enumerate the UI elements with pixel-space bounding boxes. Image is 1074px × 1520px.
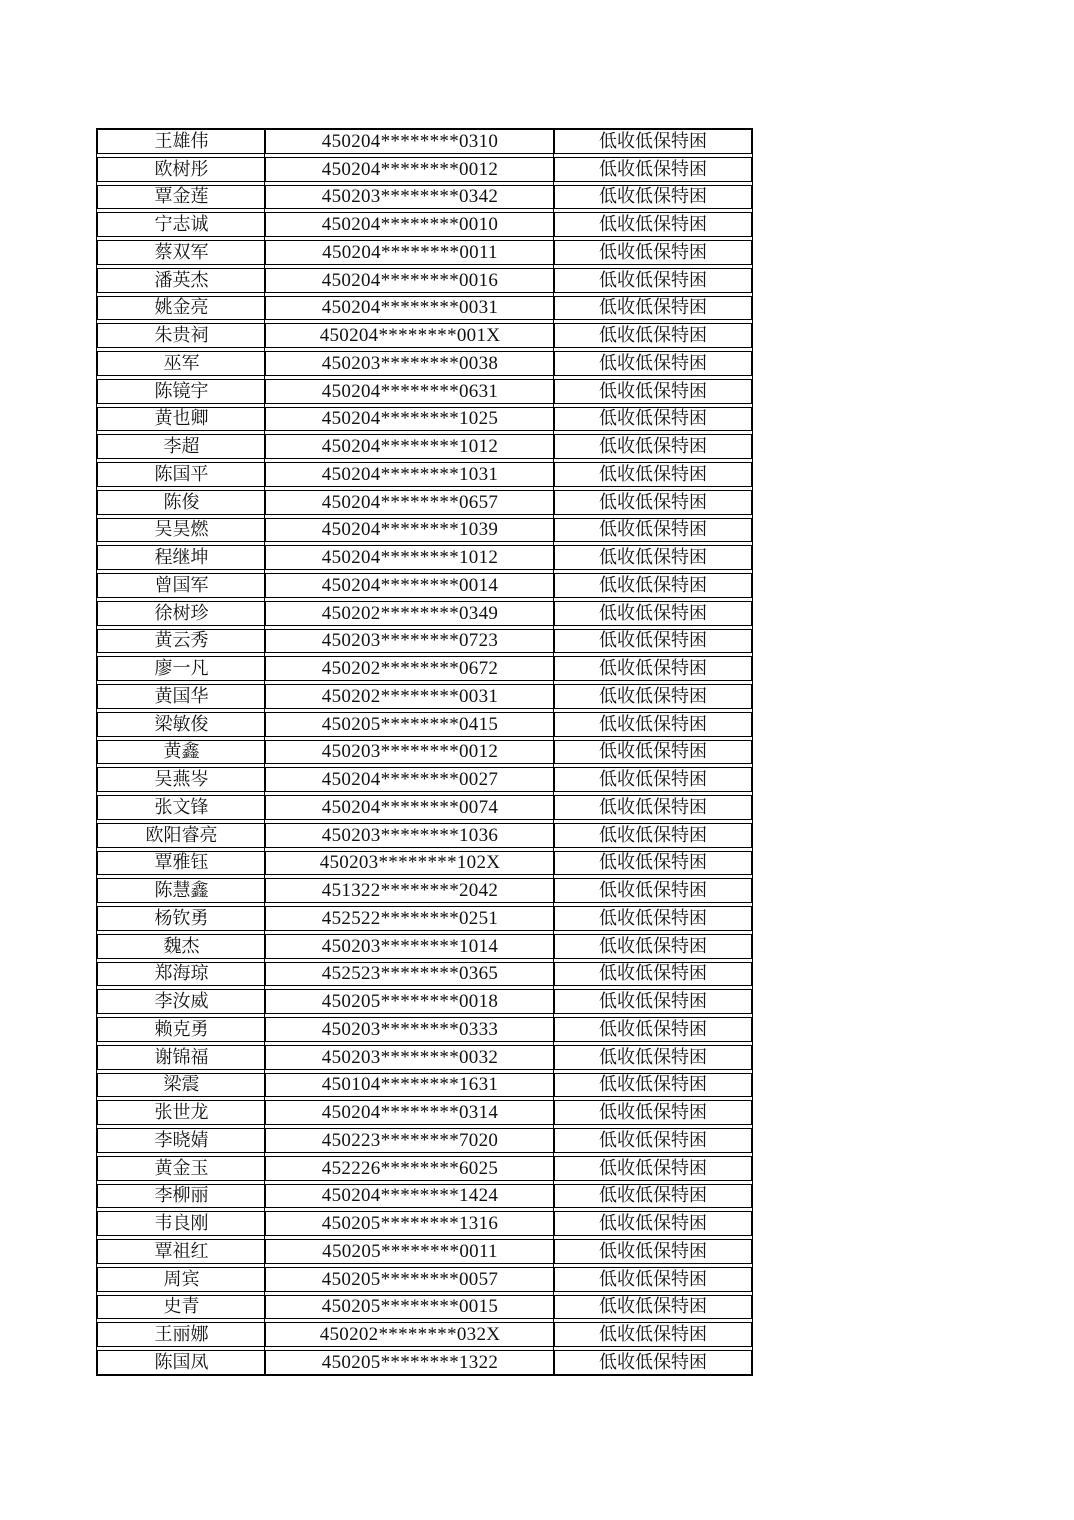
name-cell: 郑海琼: [98, 963, 266, 986]
category-cell: 低收低保特困: [599, 352, 707, 373]
name-cell: 宁志诚: [98, 213, 266, 236]
category-cell: 低收低保特困: [599, 824, 707, 845]
category-cell: 低收低保特困: [599, 1018, 707, 1039]
category-cell: 低收低保特困: [599, 1046, 707, 1067]
name-cell: 徐树珍: [98, 602, 266, 625]
table-row: [97, 462, 752, 487]
category-cell: 低收低保特困: [599, 713, 707, 734]
beneficiary-table: [96, 128, 753, 1376]
table-row: [97, 1045, 752, 1070]
category-cell: 低收低保特困: [599, 269, 707, 290]
table-row: [97, 934, 752, 959]
id-number-cell: 450204********1424: [266, 1185, 555, 1208]
id-number-cell: 450202********0672: [266, 657, 555, 680]
table-row: [97, 878, 752, 903]
name-cell: 陈俊: [98, 491, 266, 514]
name-cell: 陈慧鑫: [98, 879, 266, 902]
category-cell: 低收低保特困: [599, 158, 707, 179]
name-cell: 潘英杰: [98, 269, 266, 292]
category-cell: 低收低保特困: [599, 1102, 707, 1123]
id-number-cell: 450104********1631: [266, 1074, 555, 1097]
table-row: [97, 1100, 752, 1125]
name-cell: 欧阳睿亮: [98, 824, 266, 847]
table-row: [97, 545, 752, 570]
category-cell: 低收低保特困: [599, 769, 707, 790]
id-number-cell: 452226********6025: [266, 1157, 555, 1180]
category-cell: 低收低保特困: [599, 574, 707, 595]
category-cell: 低收低保特困: [599, 519, 707, 540]
name-cell: 黄鑫: [98, 741, 266, 764]
id-number-cell: 452522********0251: [266, 907, 555, 930]
id-number-cell: 450223********7020: [266, 1129, 555, 1152]
category-cell: 低收低保特困: [599, 491, 707, 512]
table-row: [97, 185, 752, 210]
table-row: [97, 518, 752, 543]
table-row: [97, 490, 752, 515]
id-number-cell: 450204********1039: [266, 519, 555, 542]
name-cell: 吴燕岑: [98, 768, 266, 791]
table-row: [97, 240, 752, 265]
table-row: [97, 1322, 752, 1347]
category-cell: 低收低保特困: [599, 297, 707, 318]
category-cell: 低收低保特困: [599, 214, 707, 235]
id-number-cell: 450203********1014: [266, 935, 555, 958]
id-number-cell: 450203********0012: [266, 741, 555, 764]
name-cell: 陈国平: [98, 463, 266, 486]
name-cell: 李超: [98, 435, 266, 458]
id-number-cell: 450203********0333: [266, 1018, 555, 1041]
table-row: [97, 684, 752, 709]
category-cell: 低收低保特困: [599, 547, 707, 568]
name-cell: 梁震: [98, 1074, 266, 1097]
category-cell: 低收低保特困: [599, 602, 707, 623]
table-row: [97, 795, 752, 820]
name-cell: 梁敏俊: [98, 713, 266, 736]
category-cell: 低收低保特困: [599, 408, 707, 429]
table-row: [97, 1017, 752, 1042]
category-cell: 低收低保特困: [599, 1185, 707, 1206]
table-row: [97, 1267, 752, 1292]
name-cell: 黄金玉: [98, 1157, 266, 1180]
name-cell: 黄国华: [98, 685, 266, 708]
table-row: [97, 629, 752, 654]
id-number-cell: 450204********0031: [266, 297, 555, 320]
id-number-cell: 450205********1322: [266, 1351, 555, 1374]
category-cell: 低收低保特困: [599, 380, 707, 401]
name-cell: 覃雅钰: [98, 852, 266, 875]
id-number-cell: 450205********0015: [266, 1296, 555, 1319]
name-cell: 王丽娜: [98, 1323, 266, 1346]
table-row: [97, 1073, 752, 1098]
table-row: [97, 989, 752, 1014]
name-cell: 曾国军: [98, 574, 266, 597]
category-cell: 低收低保特困: [599, 1213, 707, 1234]
category-cell: 低收低保特困: [599, 1296, 707, 1317]
name-cell: 程继坤: [98, 546, 266, 569]
table-row: [97, 351, 752, 376]
id-number-cell: 450202********032X: [266, 1323, 555, 1346]
id-number-cell: 450204********1012: [266, 435, 555, 458]
table-row: [97, 851, 752, 876]
category-cell: 低收低保特困: [599, 1324, 707, 1345]
name-cell: 周宾: [98, 1268, 266, 1291]
id-number-cell: 450203********0032: [266, 1046, 555, 1069]
category-cell: 低收低保特困: [599, 935, 707, 956]
id-number-cell: 450204********1031: [266, 463, 555, 486]
id-number-cell: 450204********0074: [266, 796, 555, 819]
id-number-cell: 450204********0314: [266, 1101, 555, 1124]
category-cell: 低收低保特困: [599, 130, 707, 151]
name-cell: 杨钦勇: [98, 907, 266, 930]
table-row: [97, 740, 752, 765]
id-number-cell: 450204********0631: [266, 380, 555, 403]
name-cell: 陈镜宇: [98, 380, 266, 403]
table-row: [97, 1211, 752, 1236]
name-cell: 覃金莲: [98, 186, 266, 209]
name-cell: 巫军: [98, 352, 266, 375]
id-number-cell: 451322********2042: [266, 879, 555, 902]
id-number-cell: 450204********0012: [266, 158, 555, 181]
category-cell: 低收低保特困: [599, 1074, 707, 1095]
id-number-cell: 452523********0365: [266, 963, 555, 986]
id-number-cell: 450204********0010: [266, 213, 555, 236]
category-cell: 低收低保特困: [599, 1157, 707, 1178]
id-number-cell: 450204********0657: [266, 491, 555, 514]
table-row: [97, 823, 752, 848]
id-number-cell: 450205********1316: [266, 1212, 555, 1235]
table-row: [97, 656, 752, 681]
table-row: [97, 767, 752, 792]
table-row: [97, 962, 752, 987]
id-number-cell: 450203********0723: [266, 630, 555, 653]
name-cell: 谢锦福: [98, 1046, 266, 1069]
id-number-cell: 450204********001X: [266, 324, 555, 347]
name-cell: 赖克勇: [98, 1018, 266, 1041]
id-number-cell: 450204********0014: [266, 574, 555, 597]
name-cell: 魏杰: [98, 935, 266, 958]
id-number-cell: 450205********0057: [266, 1268, 555, 1291]
category-cell: 低收低保特困: [599, 1351, 707, 1372]
id-number-cell: 450203********1036: [266, 824, 555, 847]
id-number-cell: 450204********1012: [266, 546, 555, 569]
name-cell: 欧树彤: [98, 158, 266, 181]
id-number-cell: 450205********0415: [266, 713, 555, 736]
category-cell: 低收低保特困: [599, 436, 707, 457]
name-cell: 廖一凡: [98, 657, 266, 680]
table-row: [97, 1239, 752, 1264]
category-cell: 低收低保特困: [599, 991, 707, 1012]
id-number-cell: 450204********0310: [266, 130, 555, 153]
id-number-cell: 450204********0016: [266, 269, 555, 292]
table-row: [97, 434, 752, 459]
table-row: [97, 906, 752, 931]
category-cell: 低收低保特困: [599, 907, 707, 928]
column-divider-2: [553, 129, 554, 1375]
table-row: [97, 212, 752, 237]
table-row: [97, 1350, 752, 1375]
category-cell: 低收低保特困: [599, 241, 707, 262]
id-number-cell: 450203********0038: [266, 352, 555, 375]
name-cell: 黄云秀: [98, 630, 266, 653]
name-cell: 朱贵祠: [98, 324, 266, 347]
table-row: [97, 268, 752, 293]
id-number-cell: 450202********0031: [266, 685, 555, 708]
category-cell: 低收低保特困: [599, 741, 707, 762]
table-row: [97, 129, 752, 154]
id-number-cell: 450205********0011: [266, 1240, 555, 1263]
category-cell: 低收低保特困: [599, 463, 707, 484]
name-cell: 张世龙: [98, 1101, 266, 1124]
table-row: [97, 712, 752, 737]
name-cell: 史青: [98, 1296, 266, 1319]
table-rows-container: [97, 129, 752, 1375]
id-number-cell: 450203********0342: [266, 186, 555, 209]
category-cell: 低收低保特困: [599, 325, 707, 346]
table-row: [97, 1184, 752, 1209]
id-number-cell: 450204********0027: [266, 768, 555, 791]
category-cell: 低收低保特困: [599, 963, 707, 984]
table-row: [97, 1295, 752, 1320]
name-cell: 李柳丽: [98, 1185, 266, 1208]
id-number-cell: 450204********0011: [266, 241, 555, 264]
table-row: [97, 573, 752, 598]
category-cell: 低收低保特困: [599, 852, 707, 873]
name-cell: 张文锋: [98, 796, 266, 819]
name-cell: 覃祖红: [98, 1240, 266, 1263]
category-cell: 低收低保特困: [599, 1268, 707, 1289]
table-row: [97, 323, 752, 348]
name-cell: 李晓婧: [98, 1129, 266, 1152]
id-number-cell: 450203********102X: [266, 852, 555, 875]
name-cell: 姚金亮: [98, 297, 266, 320]
id-number-cell: 450202********0349: [266, 602, 555, 625]
category-cell: 低收低保特困: [599, 1240, 707, 1261]
name-cell: 蔡双军: [98, 241, 266, 264]
name-cell: 王雄伟: [98, 130, 266, 153]
category-cell: 低收低保特困: [599, 658, 707, 679]
category-cell: 低收低保特困: [599, 630, 707, 651]
name-cell: 李汝威: [98, 990, 266, 1013]
table-row: [97, 1156, 752, 1181]
name-cell: 韦良刚: [98, 1212, 266, 1235]
table-row: [97, 296, 752, 321]
id-number-cell: 450204********1025: [266, 408, 555, 431]
category-cell: 低收低保特困: [599, 880, 707, 901]
name-cell: 吴昊燃: [98, 519, 266, 542]
column-divider-1: [264, 129, 265, 1375]
category-cell: 低收低保特困: [599, 1129, 707, 1150]
table-row: [97, 1128, 752, 1153]
table-row: [97, 407, 752, 432]
category-cell: 低收低保特困: [599, 685, 707, 706]
name-cell: 黄也卿: [98, 408, 266, 431]
name-cell: 陈国凤: [98, 1351, 266, 1374]
table-row: [97, 379, 752, 404]
id-number-cell: 450205********0018: [266, 990, 555, 1013]
category-cell: 低收低保特困: [599, 186, 707, 207]
table-row: [97, 157, 752, 182]
table-row: [97, 601, 752, 626]
category-cell: 低收低保特困: [599, 796, 707, 817]
